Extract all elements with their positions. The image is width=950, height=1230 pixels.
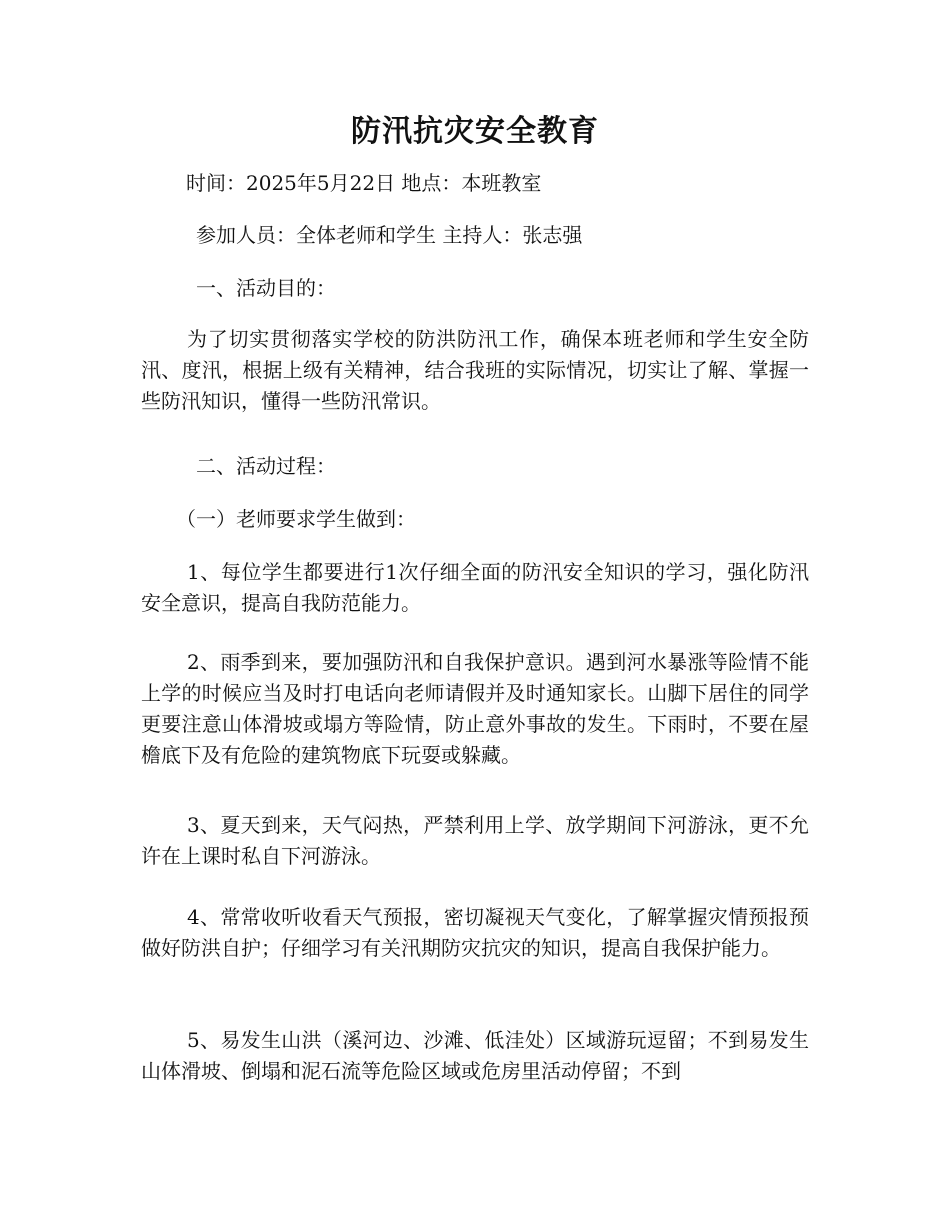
list-item-4: 4、常常收听收看天气预报，密切凝视天气变化，了解掌握灾情预报预做好防洪自护；仔细学习有关汛期防灾抗灾的知识，提高自我保护能力。 [141, 905, 809, 960]
document-title: 防汛抗灾安全教育 [351, 114, 599, 149]
list-item-2: 2、雨季到来，要加强防汛和自我保护意识。遇到河水暴涨等险情不能上学的时候应当及时打电话向老师请假并及时通知家长。山脚下居住的同学更要注意山体滑坡或塌方等险情，防止意外事故的发生。下雨时，不要在屋檐底下及有危险的建筑物底下玩耍或躲藏。 [141, 650, 809, 767]
section-heading-purpose: 一、活动目的： [196, 276, 336, 300]
subsection-heading-requirements: （一）老师要求学生做到： [176, 507, 416, 531]
list-item-3: 3、夏天到来，天气闷热，严禁利用上学、放学期间下河游泳，更不允许在上课时私自下河游泳。 [141, 813, 809, 868]
list-item-1: 1、每位学生都要进行1次仔细全面的防汛安全知识的学习，强化防汛安全意识，提高自我防范能力。 [141, 560, 809, 615]
section-heading-process: 二、活动过程： [196, 454, 336, 478]
purpose-paragraph: 为了切实贯彻落实学校的防洪防汛工作，确保本班老师和学生安全防汛、度汛，根据上级有关精神，结合我班的实际情况，切实让了解、掌握一些防汛知识，懂得一些防汛常识。 [141, 327, 809, 413]
list-item-5: 5、易发生山洪（溪河边、沙滩、低洼处）区域游玩逗留；不到易发生山体滑坡、倒塌和泥石流等危险区域或危房里活动停留；不到 [141, 1028, 809, 1083]
meta-time-place: 时间：2025年5月22日 地点：本班教室 [186, 171, 542, 195]
meta-people: 参加人员：全体老师和学生 主持人：张志强 [196, 223, 583, 247]
